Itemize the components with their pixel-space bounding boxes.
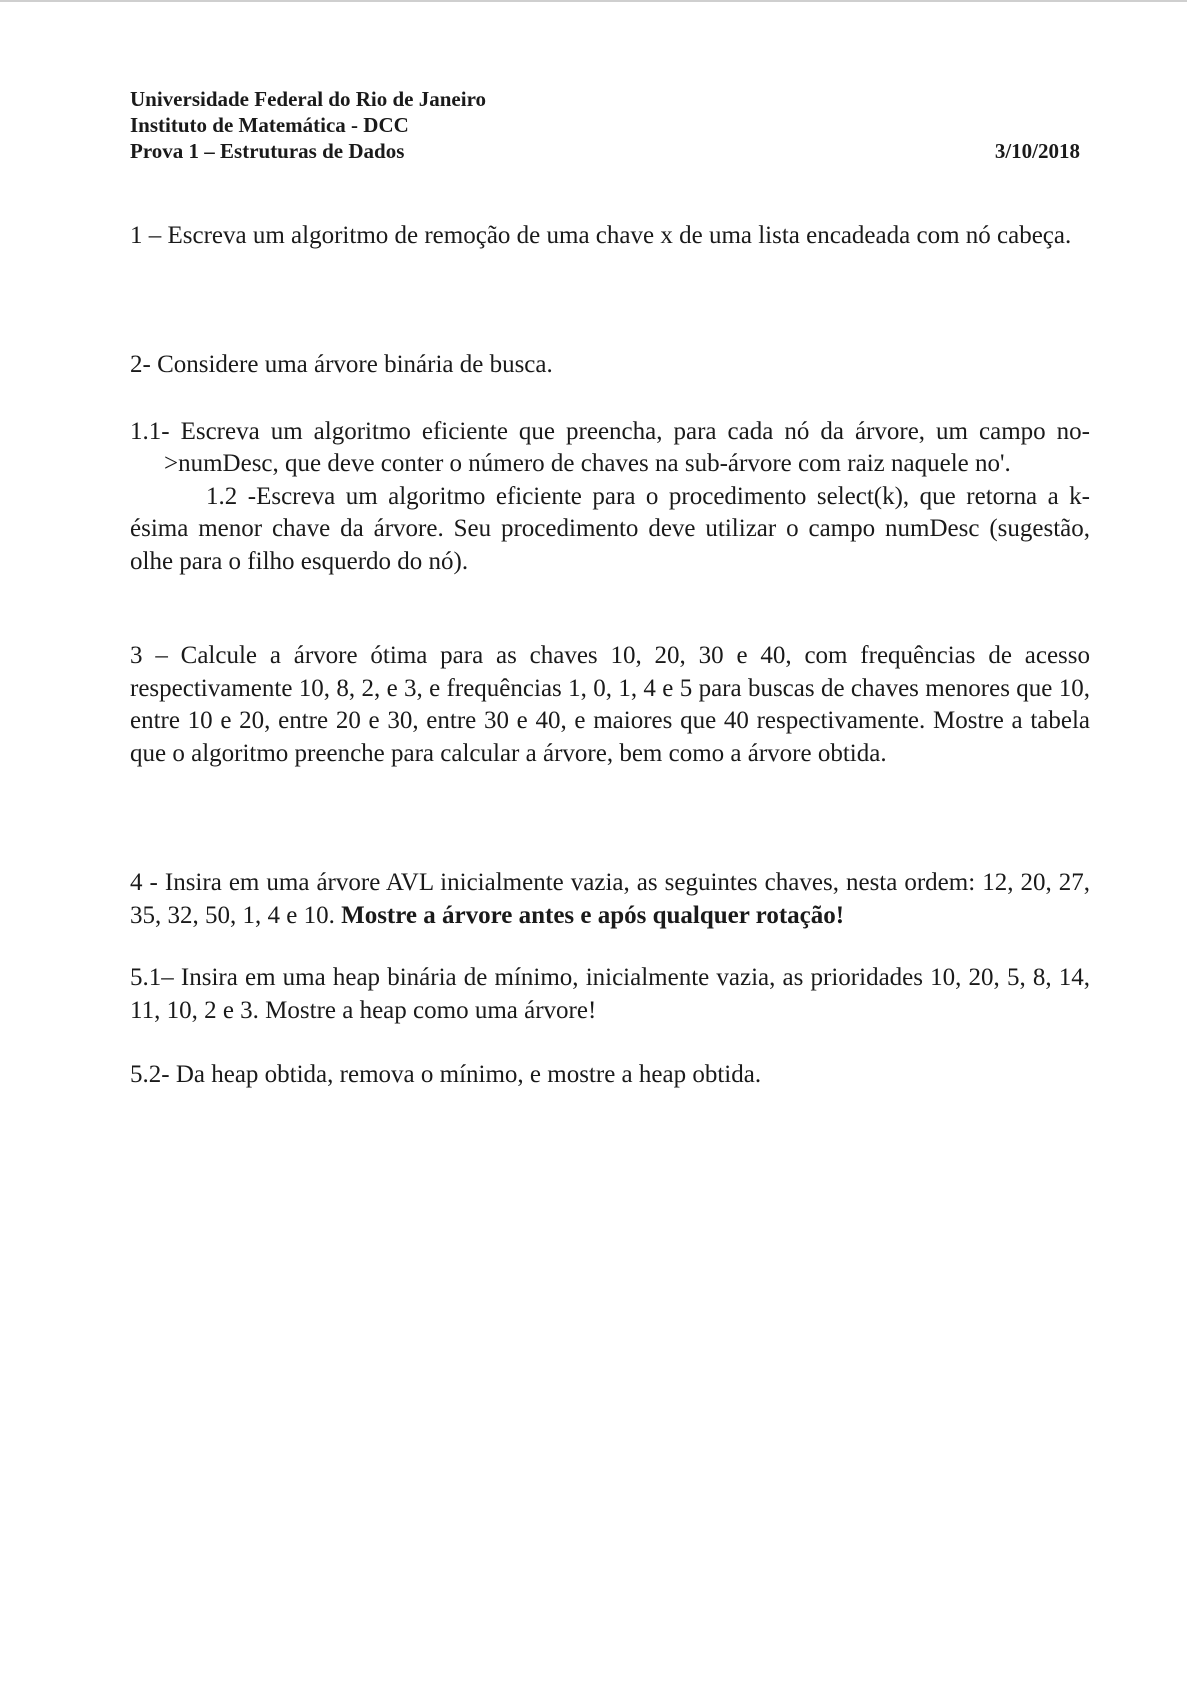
question-3-text: 3 – Calcule a árvore ótima para as chaves 10, 20, 30 e 40, com frequências de acesso respectivamente 10, 8, 2, e 3, e frequências 1, 0, 1, 4 e 5 para buscas de chaves menores que 10, entre 10 e 20, entre 20 e 30, entre 30 e 40, e maiores que 40 respectivamente. Mostre a tabela que o algoritmo preenche para calcular a árvore, bem como a árvore obtida. [130, 642, 1090, 767]
university-name: Universidade Federal do Rio de Janeiro [130, 87, 487, 111]
institute-name: Instituto de Matemática - DCC [130, 113, 409, 137]
question-2-1-text: 1.1- Escreva um algoritmo eficiente que preencha, para cada nó da árvore, um campo no->numDesc, que deve conter o número de chaves na sub-árvore com raiz naquele no'. [130, 417, 1090, 477]
question-5-2 [130, 1059, 1090, 1092]
question-2-2-text: 1.2 -Escreva um algoritmo eficiente para o procedimento select(k), que retorna a k-ésima menor chave da árvore. Seu procedimento deve utilizar o campo numDesc (sugestão, olhe para o filho esquerdo do nó). [130, 482, 1090, 575]
scan-top-edge [0, 0, 1187, 2]
question-4-text: 4 - Insira em uma árvore AVL inicialmente vazia, as seguintes chaves, nesta ordem: 12, 20, 27, 35, 32, 50, 1, 4 e 10. [130, 869, 1090, 929]
question-5-2-text: 5.2- Da heap obtida, remova o mínimo, e mostre a heap obtida. [130, 1061, 762, 1088]
question-5-1 [130, 962, 1090, 1027]
question-1 [130, 220, 1090, 253]
question-4 [130, 867, 1090, 932]
exam-title: Prova 1 – Estruturas de Dados [130, 139, 405, 163]
question-2 [130, 349, 1090, 578]
question-5-1-text: 5.1– Insira em uma heap binária de mínimo, inicialmente vazia, as prioridades 10, 20, 5, 8, 14, 11, 10, 2 e 3. Mostre a heap como uma árvore! [130, 964, 1090, 1024]
question-3 [130, 640, 1090, 770]
question-4-emphasis: Mostre a árvore antes e após qualquer rotação! [341, 901, 845, 929]
exam-date: 3/10/2018 [994, 139, 1080, 163]
question-1-text: 1 – Escreva um algoritmo de remoção de uma chave x de uma lista encadeada com nó cabeça. [130, 222, 1072, 249]
question-2-intro: 2- Considere uma árvore binária de busca. [130, 351, 553, 378]
exam-header [130, 86, 1080, 164]
question-4-paragraph [130, 867, 1090, 932]
